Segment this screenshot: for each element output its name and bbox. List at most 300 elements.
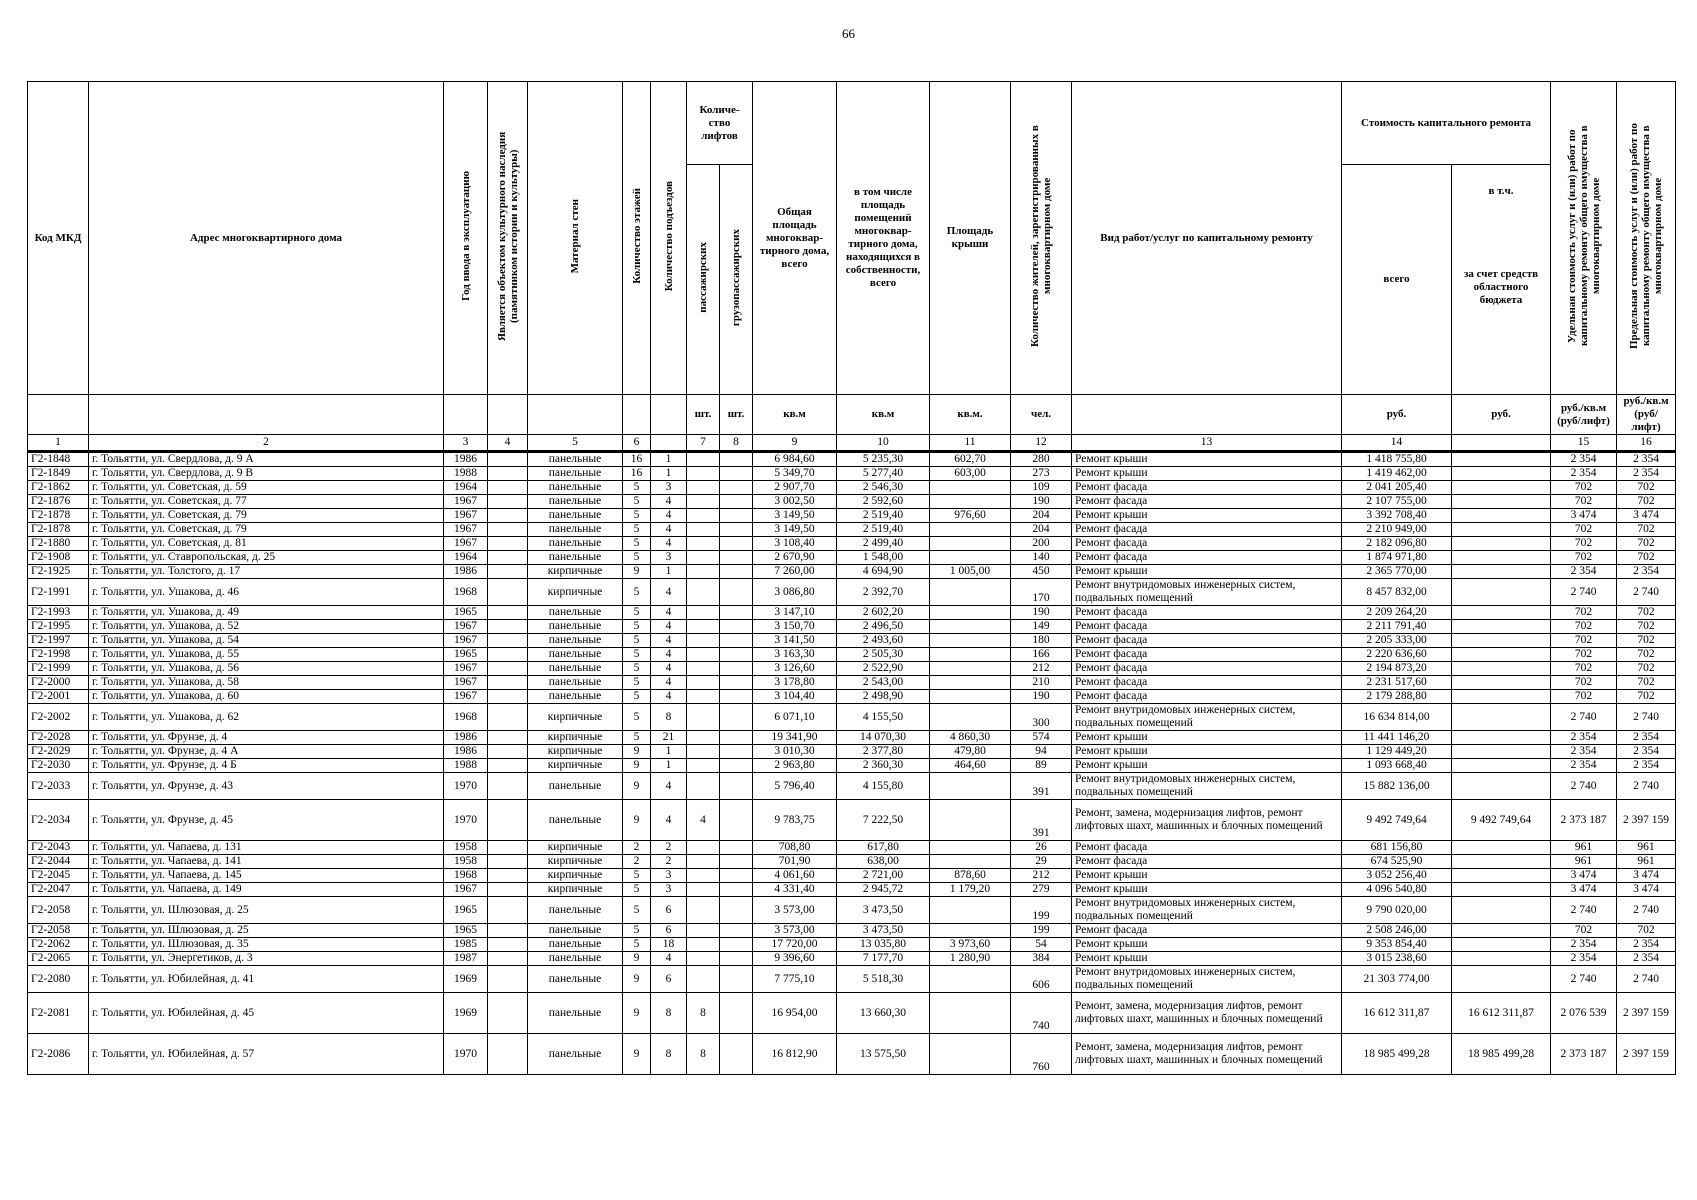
table-row: [28, 648, 1676, 662]
cell-wall-material: панельные: [528, 773, 623, 800]
cell-wall-material: кирпичные: [528, 565, 623, 579]
cell-wall-material: панельные: [528, 648, 623, 662]
cell-heritage: [488, 869, 528, 883]
cell-unit-cost: 3 474: [1551, 869, 1617, 883]
cell-limit-cost: 3 474: [1617, 509, 1676, 523]
cell-residents: 391: [1011, 800, 1072, 841]
cell-residents: 180: [1011, 634, 1072, 648]
cell-lifts-passenger: [687, 855, 720, 869]
cell-entrances: 4: [651, 634, 687, 648]
cell-wall-material: панельные: [528, 690, 623, 704]
cell-residents: 740: [1011, 993, 1072, 1034]
cell-cost-regional: [1452, 897, 1551, 924]
cell-heritage: [488, 620, 528, 634]
cell-year: 1965: [444, 924, 488, 938]
cell-unit-cost: 702: [1551, 606, 1617, 620]
cell-year: 1967: [444, 537, 488, 551]
cell-floors: 5: [623, 551, 651, 565]
cell-address: г. Тольятти, ул. Чапаева, д. 145: [89, 869, 444, 883]
cell-entrances: 1: [651, 565, 687, 579]
cell-heritage: [488, 662, 528, 676]
cell-floors: 5: [623, 509, 651, 523]
cell-cost-total: 2 231 517,60: [1342, 676, 1452, 690]
cell-work-type: Ремонт внутридомовых инженерных систем, подвальных помещений: [1072, 579, 1342, 606]
cell-work-type: Ремонт фасада: [1072, 662, 1342, 676]
cell-address: г. Тольятти, ул. Чапаева, д. 141: [89, 855, 444, 869]
cell-lifts-cargo: [720, 620, 753, 634]
cell-unit-cost: 2 354: [1551, 565, 1617, 579]
cell-entrances: 21: [651, 731, 687, 745]
cell-wall-material: панельные: [528, 897, 623, 924]
cell-heritage: [488, 952, 528, 966]
cell-floors: 5: [623, 648, 651, 662]
cell-address: г. Тольятти, ул. Фрунзе, д. 4: [89, 731, 444, 745]
cell-cost-regional: [1452, 523, 1551, 537]
cell-code: Г2-2033: [28, 773, 89, 800]
cell-entrances: 3: [651, 551, 687, 565]
cell-floors: 9: [623, 993, 651, 1034]
cell-cost-regional: [1452, 606, 1551, 620]
table-row: [28, 993, 1676, 1034]
cell-roof-area: [930, 537, 1011, 551]
cell-cost-total: 21 303 774,00: [1342, 966, 1452, 993]
cell-work-type: Ремонт крыши: [1072, 565, 1342, 579]
cell-lifts-passenger: [687, 467, 720, 481]
cell-total-area: 3 126,60: [753, 662, 837, 676]
cell-work-type: Ремонт фасада: [1072, 855, 1342, 869]
cell-owned-area: 2 546,30: [837, 481, 930, 495]
cell-entrances: 4: [651, 662, 687, 676]
cell-address: г. Тольятти, ул. Советская, д. 59: [89, 481, 444, 495]
cell-cost-regional: [1452, 704, 1551, 731]
cell-entrances: 4: [651, 676, 687, 690]
cell-roof-area: 878,60: [930, 869, 1011, 883]
cell-code: Г2-1908: [28, 551, 89, 565]
cell-owned-area: 2 505,30: [837, 648, 930, 662]
column-number-cell: [1452, 435, 1551, 452]
cell-heritage: [488, 634, 528, 648]
table-row: [28, 634, 1676, 648]
cell-lifts-passenger: [687, 565, 720, 579]
cell-code: Г2-2028: [28, 731, 89, 745]
cell-roof-area: 603,00: [930, 467, 1011, 481]
cell-address: г. Тольятти, ул. Свердлова, д. 9 А: [89, 452, 444, 467]
cell-year: 1986: [444, 452, 488, 467]
cell-lifts-passenger: [687, 883, 720, 897]
cell-year: 1967: [444, 509, 488, 523]
cell-address: г. Тольятти, ул. Юбилейная, д. 41: [89, 966, 444, 993]
cell-lifts-passenger: [687, 606, 720, 620]
cell-cost-regional: [1452, 537, 1551, 551]
cell-owned-area: 13 035,80: [837, 938, 930, 952]
unit-people: чел.: [1011, 395, 1072, 435]
cell-code: Г2-2047: [28, 883, 89, 897]
cell-total-area: 6 984,60: [753, 452, 837, 467]
cell-total-area: 3 141,50: [753, 634, 837, 648]
header-lifts-passenger: пассажирских: [687, 165, 720, 395]
cell-lifts-passenger: [687, 690, 720, 704]
cell-total-area: 2 963,80: [753, 759, 837, 773]
cell-lifts-passenger: [687, 620, 720, 634]
cell-cost-regional: 16 612 311,87: [1452, 993, 1551, 1034]
cell-cost-total: 9 353 854,40: [1342, 938, 1452, 952]
cell-code: Г2-2001: [28, 690, 89, 704]
cell-heritage: [488, 800, 528, 841]
cell-owned-area: 1 548,00: [837, 551, 930, 565]
cell-residents: 273: [1011, 467, 1072, 481]
cell-lifts-cargo: [720, 648, 753, 662]
cell-year: 1987: [444, 952, 488, 966]
cell-lifts-passenger: [687, 509, 720, 523]
cell-limit-cost: 702: [1617, 495, 1676, 509]
cell-residents: 280: [1011, 452, 1072, 467]
cell-owned-area: 2 519,40: [837, 523, 930, 537]
cell-residents: 199: [1011, 924, 1072, 938]
cell-code: Г2-1998: [28, 648, 89, 662]
cell-limit-cost: 2 354: [1617, 938, 1676, 952]
cell-floors: 9: [623, 1034, 651, 1075]
cell-cost-regional: [1452, 620, 1551, 634]
cell-code: Г2-1878: [28, 509, 89, 523]
cell-cost-regional: [1452, 481, 1551, 495]
cell-unit-cost: 702: [1551, 924, 1617, 938]
cell-wall-material: кирпичные: [528, 704, 623, 731]
cell-work-type: Ремонт фасада: [1072, 481, 1342, 495]
cell-total-area: 9 783,75: [753, 800, 837, 841]
column-number-cell: 14: [1342, 435, 1452, 452]
cell-lifts-cargo: [720, 452, 753, 467]
cell-limit-cost: 2 354: [1617, 452, 1676, 467]
cell-residents: 166: [1011, 648, 1072, 662]
cell-address: г. Тольятти, ул. Ушакова, д. 55: [89, 648, 444, 662]
cell-entrances: 2: [651, 841, 687, 855]
cell-cost-total: 2 194 873,20: [1342, 662, 1452, 676]
column-number-cell: 4: [488, 435, 528, 452]
cell-lifts-passenger: [687, 731, 720, 745]
cell-unit-cost: 702: [1551, 495, 1617, 509]
cell-work-type: Ремонт внутридомовых инженерных систем, подвальных помещений: [1072, 773, 1342, 800]
cell-cost-total: 18 985 499,28: [1342, 1034, 1452, 1075]
cell-unit-cost: 3 474: [1551, 509, 1617, 523]
cell-lifts-cargo: [720, 634, 753, 648]
cell-unit-cost: 2 740: [1551, 897, 1617, 924]
cell-owned-area: 13 575,50: [837, 1034, 930, 1075]
cell-total-area: 19 341,90: [753, 731, 837, 745]
cell-limit-cost: 3 474: [1617, 883, 1676, 897]
cell-lifts-passenger: [687, 841, 720, 855]
cell-address: г. Тольятти, ул. Фрунзе, д. 45: [89, 800, 444, 841]
table-row: [28, 966, 1676, 993]
cell-lifts-cargo: [720, 690, 753, 704]
cell-lifts-cargo: [720, 606, 753, 620]
table-row: [28, 537, 1676, 551]
cell-residents: 149: [1011, 620, 1072, 634]
cell-unit-cost: 702: [1551, 634, 1617, 648]
cell-total-area: 5 796,40: [753, 773, 837, 800]
cell-work-type: Ремонт фасада: [1072, 620, 1342, 634]
cell-total-area: 701,90: [753, 855, 837, 869]
cell-limit-cost: 2 354: [1617, 467, 1676, 481]
cell-lifts-passenger: [687, 952, 720, 966]
cell-wall-material: панельные: [528, 634, 623, 648]
table-row: [28, 551, 1676, 565]
cell-code: Г2-2062: [28, 938, 89, 952]
table-row: [28, 523, 1676, 537]
table-row: [28, 869, 1676, 883]
cell-owned-area: 14 070,30: [837, 731, 930, 745]
cell-heritage: [488, 565, 528, 579]
cell-heritage: [488, 481, 528, 495]
cell-work-type: Ремонт фасада: [1072, 648, 1342, 662]
header-owned-area: в том числе площадь помещений многоквар-тирного дома, находящихся в собственности, всего: [837, 82, 930, 395]
cell-lifts-passenger: [687, 773, 720, 800]
cell-unit-cost: 2 354: [1551, 731, 1617, 745]
cell-residents: 760: [1011, 1034, 1072, 1075]
cell-entrances: 4: [651, 606, 687, 620]
cell-wall-material: панельные: [528, 800, 623, 841]
cell-heritage: [488, 606, 528, 620]
cell-roof-area: [930, 855, 1011, 869]
cell-unit-cost: 702: [1551, 676, 1617, 690]
cell-year: 1968: [444, 579, 488, 606]
table-row: [28, 495, 1676, 509]
header-unit-cost: Удельная стоимость услуг и (или) работ по капитальному ремонту общего имущества в многоквартирном доме: [1551, 82, 1617, 395]
cell-cost-regional: [1452, 869, 1551, 883]
cell-limit-cost: 702: [1617, 606, 1676, 620]
cell-roof-area: [930, 1034, 1011, 1075]
header-roof-area: Площадь крыши: [930, 82, 1011, 395]
unit-blank-4: [488, 395, 528, 435]
cell-floors: 5: [623, 620, 651, 634]
cell-total-area: 16 812,90: [753, 1034, 837, 1075]
cell-cost-total: 2 220 636,60: [1342, 648, 1452, 662]
cell-address: г. Тольятти, ул. Советская, д. 81: [89, 537, 444, 551]
cell-lifts-cargo: [720, 551, 753, 565]
cell-residents: 204: [1011, 523, 1072, 537]
cell-limit-cost: 2 740: [1617, 704, 1676, 731]
cell-floors: 5: [623, 579, 651, 606]
cell-unit-cost: 2 354: [1551, 759, 1617, 773]
unit-sqm-2: кв.м: [837, 395, 930, 435]
cell-cost-regional: [1452, 841, 1551, 855]
cell-cost-total: 2 205 333,00: [1342, 634, 1452, 648]
table-row: [28, 952, 1676, 966]
cell-wall-material: кирпичные: [528, 869, 623, 883]
cell-lifts-cargo: [720, 897, 753, 924]
cell-limit-cost: 702: [1617, 620, 1676, 634]
header-lifts-cargo: грузопассажирских: [720, 165, 753, 395]
header-lifts: Количе-ство лифтов: [687, 82, 753, 165]
cell-total-area: 16 954,00: [753, 993, 837, 1034]
header-address: Адрес многоквартирного дома: [89, 82, 444, 395]
unit-sqm-3: кв.м.: [930, 395, 1011, 435]
table-header: [28, 82, 1676, 452]
cell-owned-area: 2 377,80: [837, 745, 930, 759]
cell-floors: 5: [623, 606, 651, 620]
cell-cost-total: 2 211 791,40: [1342, 620, 1452, 634]
cell-total-area: 7 775,10: [753, 966, 837, 993]
cell-work-type: Ремонт крыши: [1072, 759, 1342, 773]
cell-year: 1964: [444, 551, 488, 565]
cell-entrances: 1: [651, 759, 687, 773]
column-number-cell: 3: [444, 435, 488, 452]
cell-lifts-passenger: [687, 745, 720, 759]
cell-lifts-passenger: [687, 634, 720, 648]
cell-limit-cost: 3 474: [1617, 869, 1676, 883]
table-row: [28, 676, 1676, 690]
cell-roof-area: [930, 841, 1011, 855]
table-row: [28, 759, 1676, 773]
cell-work-type: Ремонт крыши: [1072, 745, 1342, 759]
cell-code: Г2-1862: [28, 481, 89, 495]
cell-lifts-cargo: [720, 565, 753, 579]
unit-blank-2: [89, 395, 444, 435]
cell-lifts-passenger: [687, 481, 720, 495]
cell-roof-area: 976,60: [930, 509, 1011, 523]
cell-year: 1986: [444, 745, 488, 759]
cell-lifts-cargo: [720, 731, 753, 745]
cell-year: 1967: [444, 634, 488, 648]
cell-total-area: 9 396,60: [753, 952, 837, 966]
cell-work-type: Ремонт крыши: [1072, 452, 1342, 467]
cell-cost-regional: [1452, 467, 1551, 481]
cell-total-area: 3 108,40: [753, 537, 837, 551]
cell-wall-material: панельные: [528, 495, 623, 509]
cell-year: 1986: [444, 731, 488, 745]
cell-code: Г2-2029: [28, 745, 89, 759]
cell-work-type: Ремонт крыши: [1072, 952, 1342, 966]
cell-address: г. Тольятти, ул. Ушакова, д. 56: [89, 662, 444, 676]
cell-floors: 5: [623, 731, 651, 745]
cell-cost-total: 2 182 096,80: [1342, 537, 1452, 551]
cell-year: 1958: [444, 855, 488, 869]
cell-heritage: [488, 924, 528, 938]
cell-lifts-cargo: [720, 676, 753, 690]
cell-total-area: 3 149,50: [753, 509, 837, 523]
cell-floors: 5: [623, 634, 651, 648]
cell-unit-cost: 702: [1551, 481, 1617, 495]
cell-lifts-passenger: [687, 537, 720, 551]
cell-cost-regional: 18 985 499,28: [1452, 1034, 1551, 1075]
cell-lifts-cargo: [720, 924, 753, 938]
cell-code: Г2-2043: [28, 841, 89, 855]
cell-owned-area: 5 235,30: [837, 452, 930, 467]
cell-wall-material: панельные: [528, 509, 623, 523]
cell-cost-total: 1 093 668,40: [1342, 759, 1452, 773]
cell-work-type: Ремонт, замена, модернизация лифтов, ремонт лифтовых шахт, машинных и блочных помещений: [1072, 1034, 1342, 1075]
cell-residents: 54: [1011, 938, 1072, 952]
column-number-cell: 9: [753, 435, 837, 452]
cell-wall-material: панельные: [528, 537, 623, 551]
cell-work-type: Ремонт крыши: [1072, 467, 1342, 481]
cell-year: 1988: [444, 759, 488, 773]
cell-owned-area: 617,80: [837, 841, 930, 855]
cell-floors: 5: [623, 924, 651, 938]
cell-total-area: 2 907,70: [753, 481, 837, 495]
cell-limit-cost: 702: [1617, 648, 1676, 662]
cell-address: г. Тольятти, ул. Шлюзовая, д. 25: [89, 924, 444, 938]
cell-residents: 204: [1011, 509, 1072, 523]
cell-work-type: Ремонт внутридомовых инженерных систем, подвальных помещений: [1072, 966, 1342, 993]
cell-cost-total: 9 492 749,64: [1342, 800, 1452, 841]
cell-code: Г2-2000: [28, 676, 89, 690]
cell-heritage: [488, 759, 528, 773]
cell-code: Г2-1848: [28, 452, 89, 467]
cell-total-area: 3 010,30: [753, 745, 837, 759]
cell-work-type: Ремонт фасада: [1072, 537, 1342, 551]
cell-owned-area: 2 496,50: [837, 620, 930, 634]
cell-lifts-cargo: [720, 966, 753, 993]
cell-owned-area: 2 499,40: [837, 537, 930, 551]
cell-work-type: Ремонт фасада: [1072, 495, 1342, 509]
cell-wall-material: панельные: [528, 993, 623, 1034]
cell-address: г. Тольятти, ул. Советская, д. 79: [89, 523, 444, 537]
cell-code: Г2-1876: [28, 495, 89, 509]
cell-cost-regional: [1452, 966, 1551, 993]
column-number-cell: 15: [1551, 435, 1617, 452]
cell-unit-cost: 2 740: [1551, 579, 1617, 606]
cell-code: Г2-1997: [28, 634, 89, 648]
cell-entrances: 4: [651, 773, 687, 800]
cell-address: г. Тольятти, ул. Чапаева, д. 131: [89, 841, 444, 855]
unit-pcs-2: шт.: [720, 395, 753, 435]
table-row: [28, 924, 1676, 938]
cell-cost-total: 9 790 020,00: [1342, 897, 1452, 924]
cell-residents: 200: [1011, 537, 1072, 551]
cell-cost-regional: [1452, 676, 1551, 690]
cell-entrances: 1: [651, 745, 687, 759]
cell-lifts-passenger: [687, 966, 720, 993]
table-row: [28, 565, 1676, 579]
cell-wall-material: панельные: [528, 551, 623, 565]
cell-entrances: 4: [651, 537, 687, 551]
cell-residents: 89: [1011, 759, 1072, 773]
cell-limit-cost: 2 740: [1617, 579, 1676, 606]
cell-unit-cost: 702: [1551, 648, 1617, 662]
unit-blank-3: [444, 395, 488, 435]
column-number-cell: 5: [528, 435, 623, 452]
cell-wall-material: панельные: [528, 938, 623, 952]
cell-residents: 300: [1011, 704, 1072, 731]
cell-cost-regional: [1452, 648, 1551, 662]
cell-unit-cost: 2 076 539: [1551, 993, 1617, 1034]
cell-owned-area: 5 518,30: [837, 966, 930, 993]
cell-roof-area: [930, 924, 1011, 938]
cell-address: г. Тольятти, ул. Юбилейная, д. 57: [89, 1034, 444, 1075]
cell-total-area: 3 149,50: [753, 523, 837, 537]
column-number-cell: 16: [1617, 435, 1676, 452]
cell-roof-area: 4 860,30: [930, 731, 1011, 745]
cell-lifts-cargo: [720, 523, 753, 537]
cell-work-type: Ремонт фасада: [1072, 551, 1342, 565]
cell-cost-regional: [1452, 509, 1551, 523]
cell-wall-material: кирпичные: [528, 745, 623, 759]
cell-lifts-cargo: [720, 467, 753, 481]
cell-lifts-passenger: [687, 662, 720, 676]
cell-total-area: 3 163,30: [753, 648, 837, 662]
cell-owned-area: 2 945,72: [837, 883, 930, 897]
cell-roof-area: 3 973,60: [930, 938, 1011, 952]
cell-floors: 5: [623, 883, 651, 897]
column-number-cell: 2: [89, 435, 444, 452]
cell-residents: 279: [1011, 883, 1072, 897]
cell-wall-material: кирпичные: [528, 759, 623, 773]
cell-year: 1988: [444, 467, 488, 481]
cell-lifts-passenger: [687, 523, 720, 537]
cell-work-type: Ремонт внутридомовых инженерных систем, подвальных помещений: [1072, 704, 1342, 731]
cell-unit-cost: 702: [1551, 551, 1617, 565]
cell-heritage: [488, 897, 528, 924]
